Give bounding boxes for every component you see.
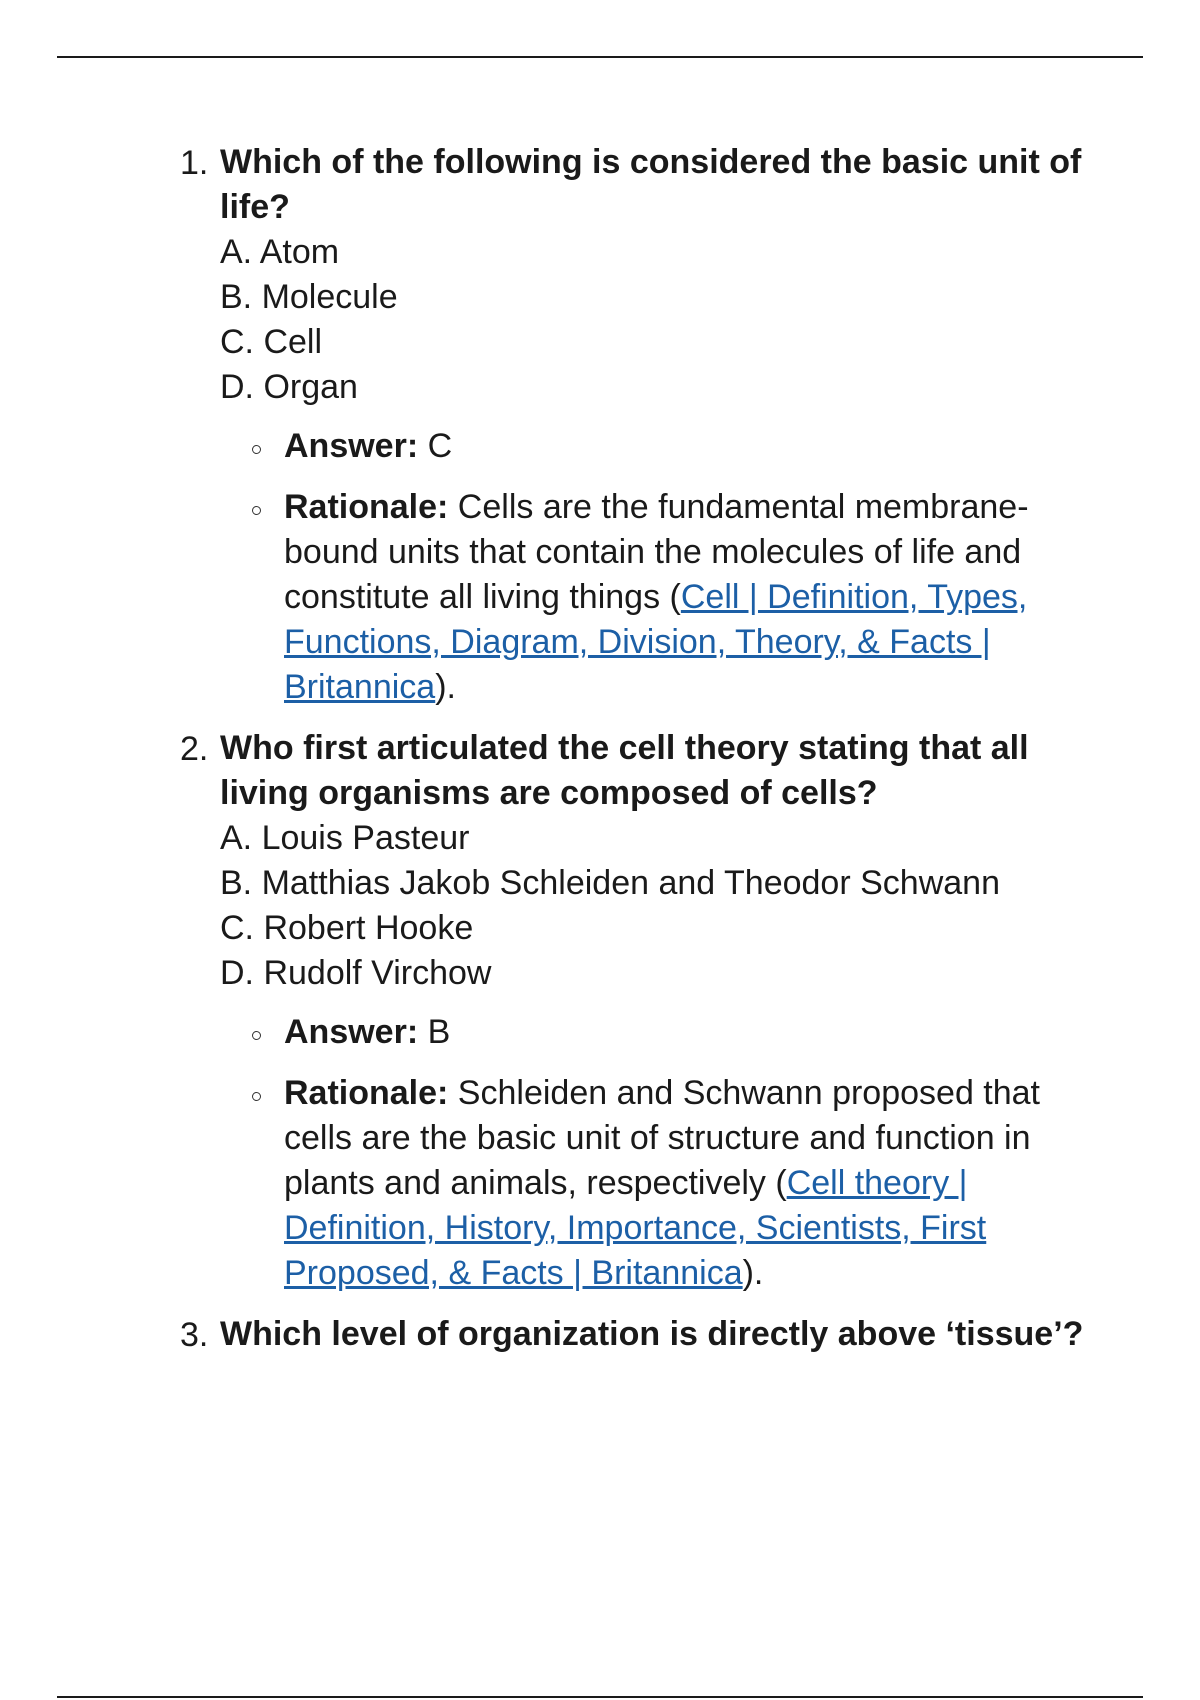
option-b: B. Molecule [220, 278, 398, 316]
rationale-link[interactable]: Cell | Definition, Types, Functions, Diagram, Division, Theory, & Facts | Britannica [284, 578, 1028, 706]
answer-item [212, 1010, 1100, 1055]
question-3 [180, 1312, 1100, 1357]
bottom-rule [57, 1696, 1143, 1698]
rationale-item [212, 1071, 1100, 1296]
answer-label: Answer: [284, 427, 419, 465]
question-text: Which level of organization is directly above ‘tissue’? [220, 1315, 1084, 1353]
question-text: Who first articulated the cell theory stating that all living organisms are composed of cells? [220, 729, 1029, 812]
question-text: Which of the following is considered the basic unit of life? [220, 143, 1082, 226]
question-list [180, 140, 1100, 1357]
rationale-label: Rationale: [284, 488, 449, 526]
answer-section [212, 1010, 1100, 1296]
option-c: C. Cell [220, 323, 323, 361]
rationale-text: Cells are the fundamental membrane-bound units that contain the molecules of life and constitute all living things ( [284, 488, 1029, 616]
circle-bullet-icon [252, 506, 261, 515]
option-c: C. Robert Hooke [220, 909, 474, 947]
option-d: D. Organ [220, 368, 358, 406]
answer-value: C [418, 427, 453, 465]
option-b: B. Matthias Jakob Schleiden and Theodor Schwann [220, 864, 1000, 902]
circle-bullet-icon [252, 1031, 261, 1040]
rationale-end: ). [742, 1254, 764, 1292]
question-1 [180, 140, 1100, 710]
rationale-end: ). [435, 668, 456, 706]
question-number: 2. [180, 730, 209, 768]
question-2 [180, 726, 1100, 1296]
answer-section [212, 424, 1100, 710]
rationale-label: Rationale: [284, 1074, 449, 1112]
answer-label: Answer: [284, 1013, 419, 1051]
options-list [220, 816, 1100, 996]
answer-value: B [418, 1013, 451, 1051]
question-number: 1. [180, 144, 209, 182]
answer-item [212, 424, 1100, 469]
rationale-link[interactable]: Cell theory | Definition, History, Importance, Scientists, First Proposed, & Facts | Britannica [284, 1164, 987, 1292]
rationale-item [212, 485, 1100, 710]
option-a: A. Louis Pasteur [220, 819, 470, 857]
option-d: D. Rudolf Virchow [220, 954, 492, 992]
question-number: 3. [180, 1316, 209, 1354]
top-rule [57, 56, 1143, 58]
options-list [220, 230, 1100, 410]
option-a: A. Atom [220, 233, 340, 271]
circle-bullet-icon [252, 445, 261, 454]
circle-bullet-icon [252, 1092, 261, 1101]
rationale-text: Schleiden and Schwann proposed that cells are the basic unit of structure and function in plants and animals, respectively ( [284, 1074, 1041, 1202]
